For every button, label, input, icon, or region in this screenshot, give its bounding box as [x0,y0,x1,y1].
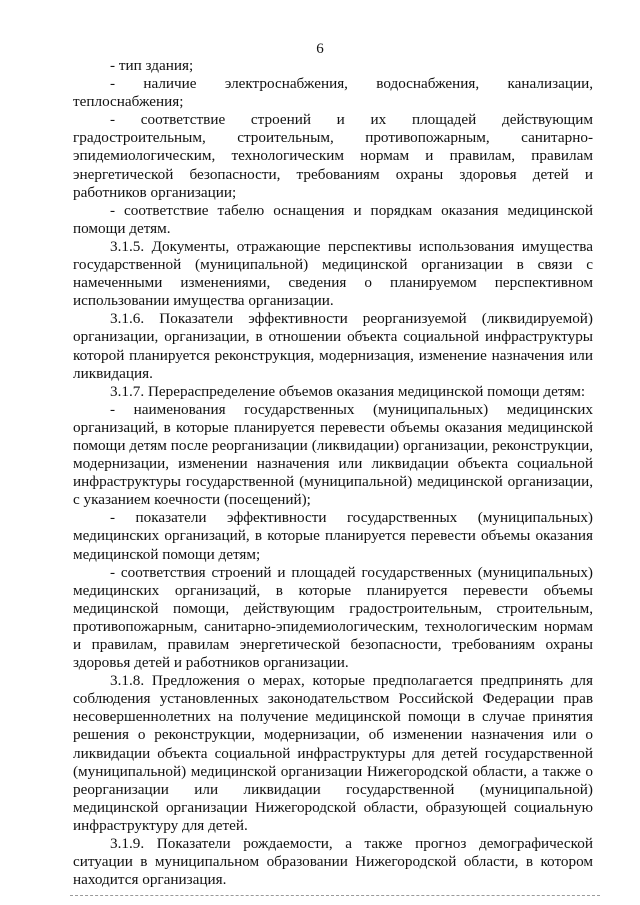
paragraph-3-1-5: 3.1.5. Документы, отражающие перспективы использования имущества государственной (муниципальной) медицинской организации в связи с намеченными изменениями, сведения о планируемом перспективном использовании имущества организации. [73,237,593,310]
paragraph-3-1-7: 3.1.7. Перераспределение объемов оказания медицинской помощи детям: [110,382,586,400]
paragraph-efficiency-indicators: - показатели эффективности государственных (муниципальных) медицинских организаций, в которые планируется перевести объемы оказания медицинской помощи детям; [73,509,593,563]
paragraph-utilities: - наличие электроснабжения, водоснабжения, канализации, теплоснабжения; [73,75,593,111]
page-number: 6 [316,41,324,57]
page-bottom-divider [70,895,600,896]
paragraph-building-type: - тип здания; [110,57,194,74]
paragraph-buildings-compliance: - соответствие строений и их площадей действующим градостроительным, строительным, противопожарным, санитарно-эпидемиологическим, технологическим нормам и правилам, правилам энергетической безопасности, требованиям охраны здоровья детей и работников организации; [73,111,593,201]
document-body [73,57,593,889]
paragraph-equipment-compliance: - соответствие табелю оснащения и порядкам оказания медицинской помощи детям. [73,201,593,237]
paragraph-3-1-8: 3.1.8. Предложения о мерах, которые предполагается предпринять для соблюдения установленных законодательством Российской Федерации прав несовершеннолетних на получение медицинской помощи в случае принятия решения о реконструкции, модернизации, об изменении назначения или о ликвидации объекта социальной инфраструктуры для детей государственной (муниципальной) медицинской организации Нижегородской области, а также о реорганизации или ликвидации государственной (муниципальной) медицинской организации Нижегородской области, образующей социальную инфраструктуру для детей. [73,672,593,834]
paragraph-3-1-6: 3.1.6. Показатели эффективности реорганизуемой (ликвидируемой) организации, организации, в отношении объекта социальной инфраструктуры которой планируется реконструкция, модернизация, изменение назначения или ликвидация. [73,310,593,382]
paragraph-buildings-areas-compliance: - соответствия строений и площадей государственных (муниципальных) медицинских организаций, в которые планируется перевести объемы медицинской помощи, действующим градостроительным, строительным, противопожарным, санитарно-эпидемиологическим, технологическим нормам и правилам, правилам энергетической безопасности, требованиям охраны здоровья детей и работников организации. [73,563,593,672]
paragraph-organization-names: - наименования государственных (муниципальных) медицинских организаций, в которые планируется перевести объемы оказания медицинской помощи детям после реорганизации (ликвидации) организации, реконструкции, модернизации, изменении назначения или ликвидации объекта социальной инфраструктуры государственной (муниципальной) медицинской организации, с указанием коечности (посещений); [73,400,593,509]
paragraph-3-1-9: 3.1.9. Показатели рождаемости, а также прогноз демографической ситуации в муниципальном образовании Нижегородской области, в котором находится организация. [73,835,593,889]
